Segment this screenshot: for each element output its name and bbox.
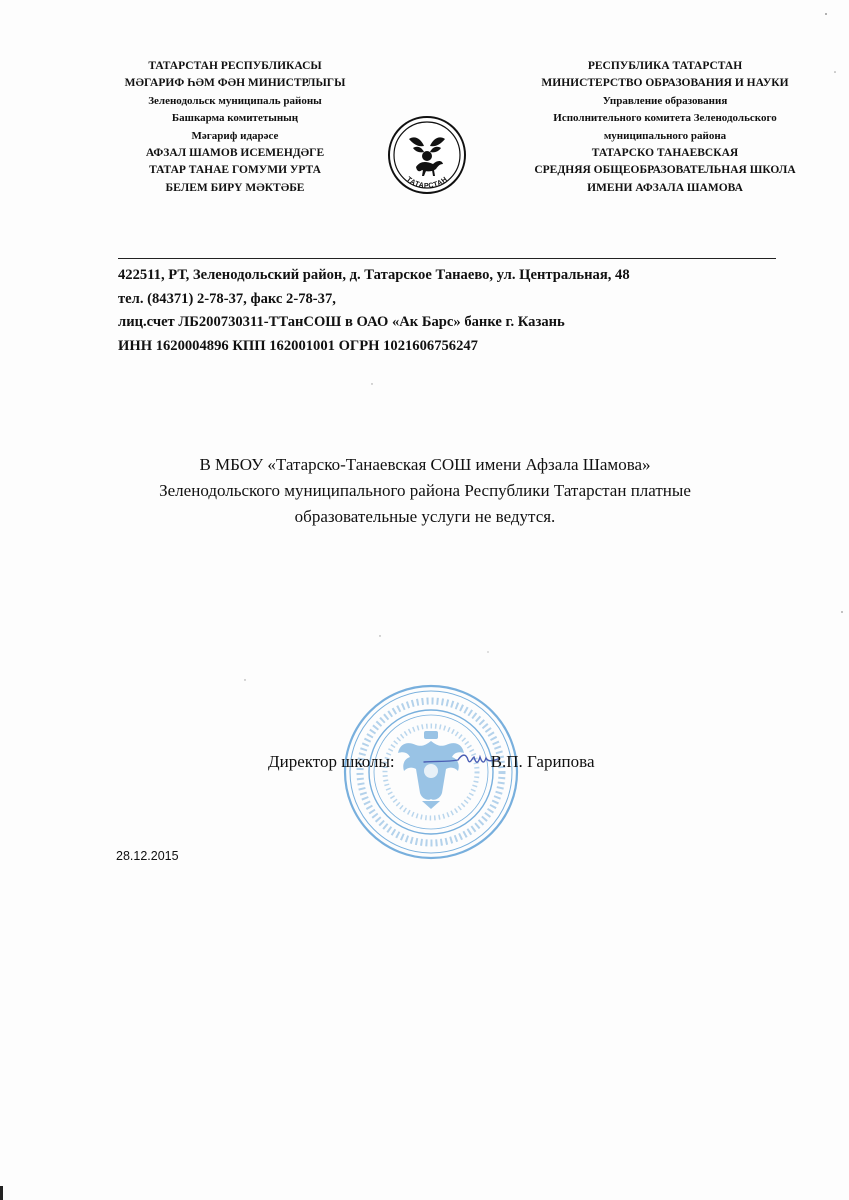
header-left-line: Зеленодольск муниципаль районы — [148, 94, 322, 107]
requisites-account: лиц.счет ЛБ200730311-ТТанСОШ в ОАО «Ак Барс» банке г. Казань — [118, 314, 565, 331]
header-right-line: Управление образования — [602, 94, 728, 107]
tatarstan-emblem-icon — [386, 114, 468, 196]
requisites-tax-ids: ИНН 1620004896 КПП 162001001 ОГРН 1021606756247 — [118, 337, 478, 354]
signature-line — [268, 752, 594, 772]
header-left-line: БЕЛЕМ БИРҮ МӘКТӘБЕ — [165, 181, 305, 194]
header-right-line: СРЕДНЯЯ ОБЩЕОБРАЗОВАТЕЛЬНАЯ ШКОЛА — [534, 164, 796, 177]
emblem-caption: ТАТАРСТАН — [404, 175, 450, 190]
header-right-line: муниципального района — [603, 129, 727, 142]
school-requisites — [118, 264, 630, 358]
letter-body — [112, 452, 738, 530]
body-line: Зеленодольского муниципального района Республики Татарстан платные — [159, 481, 691, 500]
header-left-line: Мәгариф идарәсе — [191, 129, 279, 142]
header-divider — [118, 258, 776, 259]
header-right-line: РЕСПУБЛИКА ТАТАРСТАН — [587, 60, 743, 72]
body-line: образовательные услуги не ведутся. — [294, 507, 556, 526]
header-left-line: МӘГАРИФ ҺӘМ ФӘН МИНИСТРЛЫГЫ — [124, 77, 346, 90]
document-date: 28.12.2015 — [116, 849, 179, 863]
director-title: Директор школы: — [268, 752, 395, 771]
header-left-line: АФЗАЛ ШАМОВ ИСЕМЕНДӘГЕ — [145, 147, 325, 160]
requisites-phone: тел. (84371) 2-78-37, факс 2-78-37, — [118, 290, 336, 307]
header-left-line: ТАТАР ТАНАЕ ГОМУМИ УРТА — [149, 164, 321, 177]
header-russian-column — [530, 58, 800, 197]
header-right-line: ТАТАРСКО ТАНАЕВСКАЯ — [591, 147, 739, 160]
header-right-line: МИНИСТЕРСТВО ОБРАЗОВАНИЯ И НАУКИ — [541, 77, 789, 90]
header-left-line: Башкарма комитетының — [171, 112, 299, 125]
director-name: В.П. Гарипова — [490, 752, 595, 771]
header-right-line: Исполнительного комитета Зеленодольского — [553, 112, 777, 125]
header-left-line: ТАТАРСТАН РЕСПУБЛИКАСЫ — [148, 60, 322, 72]
header-tatar-column — [100, 58, 370, 197]
header-right-line: ИМЕНИ АФЗАЛА ШАМОВА — [587, 181, 743, 194]
body-line: В МБОУ «Татарско-Танаевская СОШ имени Афзала Шамова» — [199, 455, 651, 474]
requisites-address: 422511, РТ, Зеленодольский район, д. Татарское Танаево, ул. Центральная, 48 — [118, 267, 630, 283]
